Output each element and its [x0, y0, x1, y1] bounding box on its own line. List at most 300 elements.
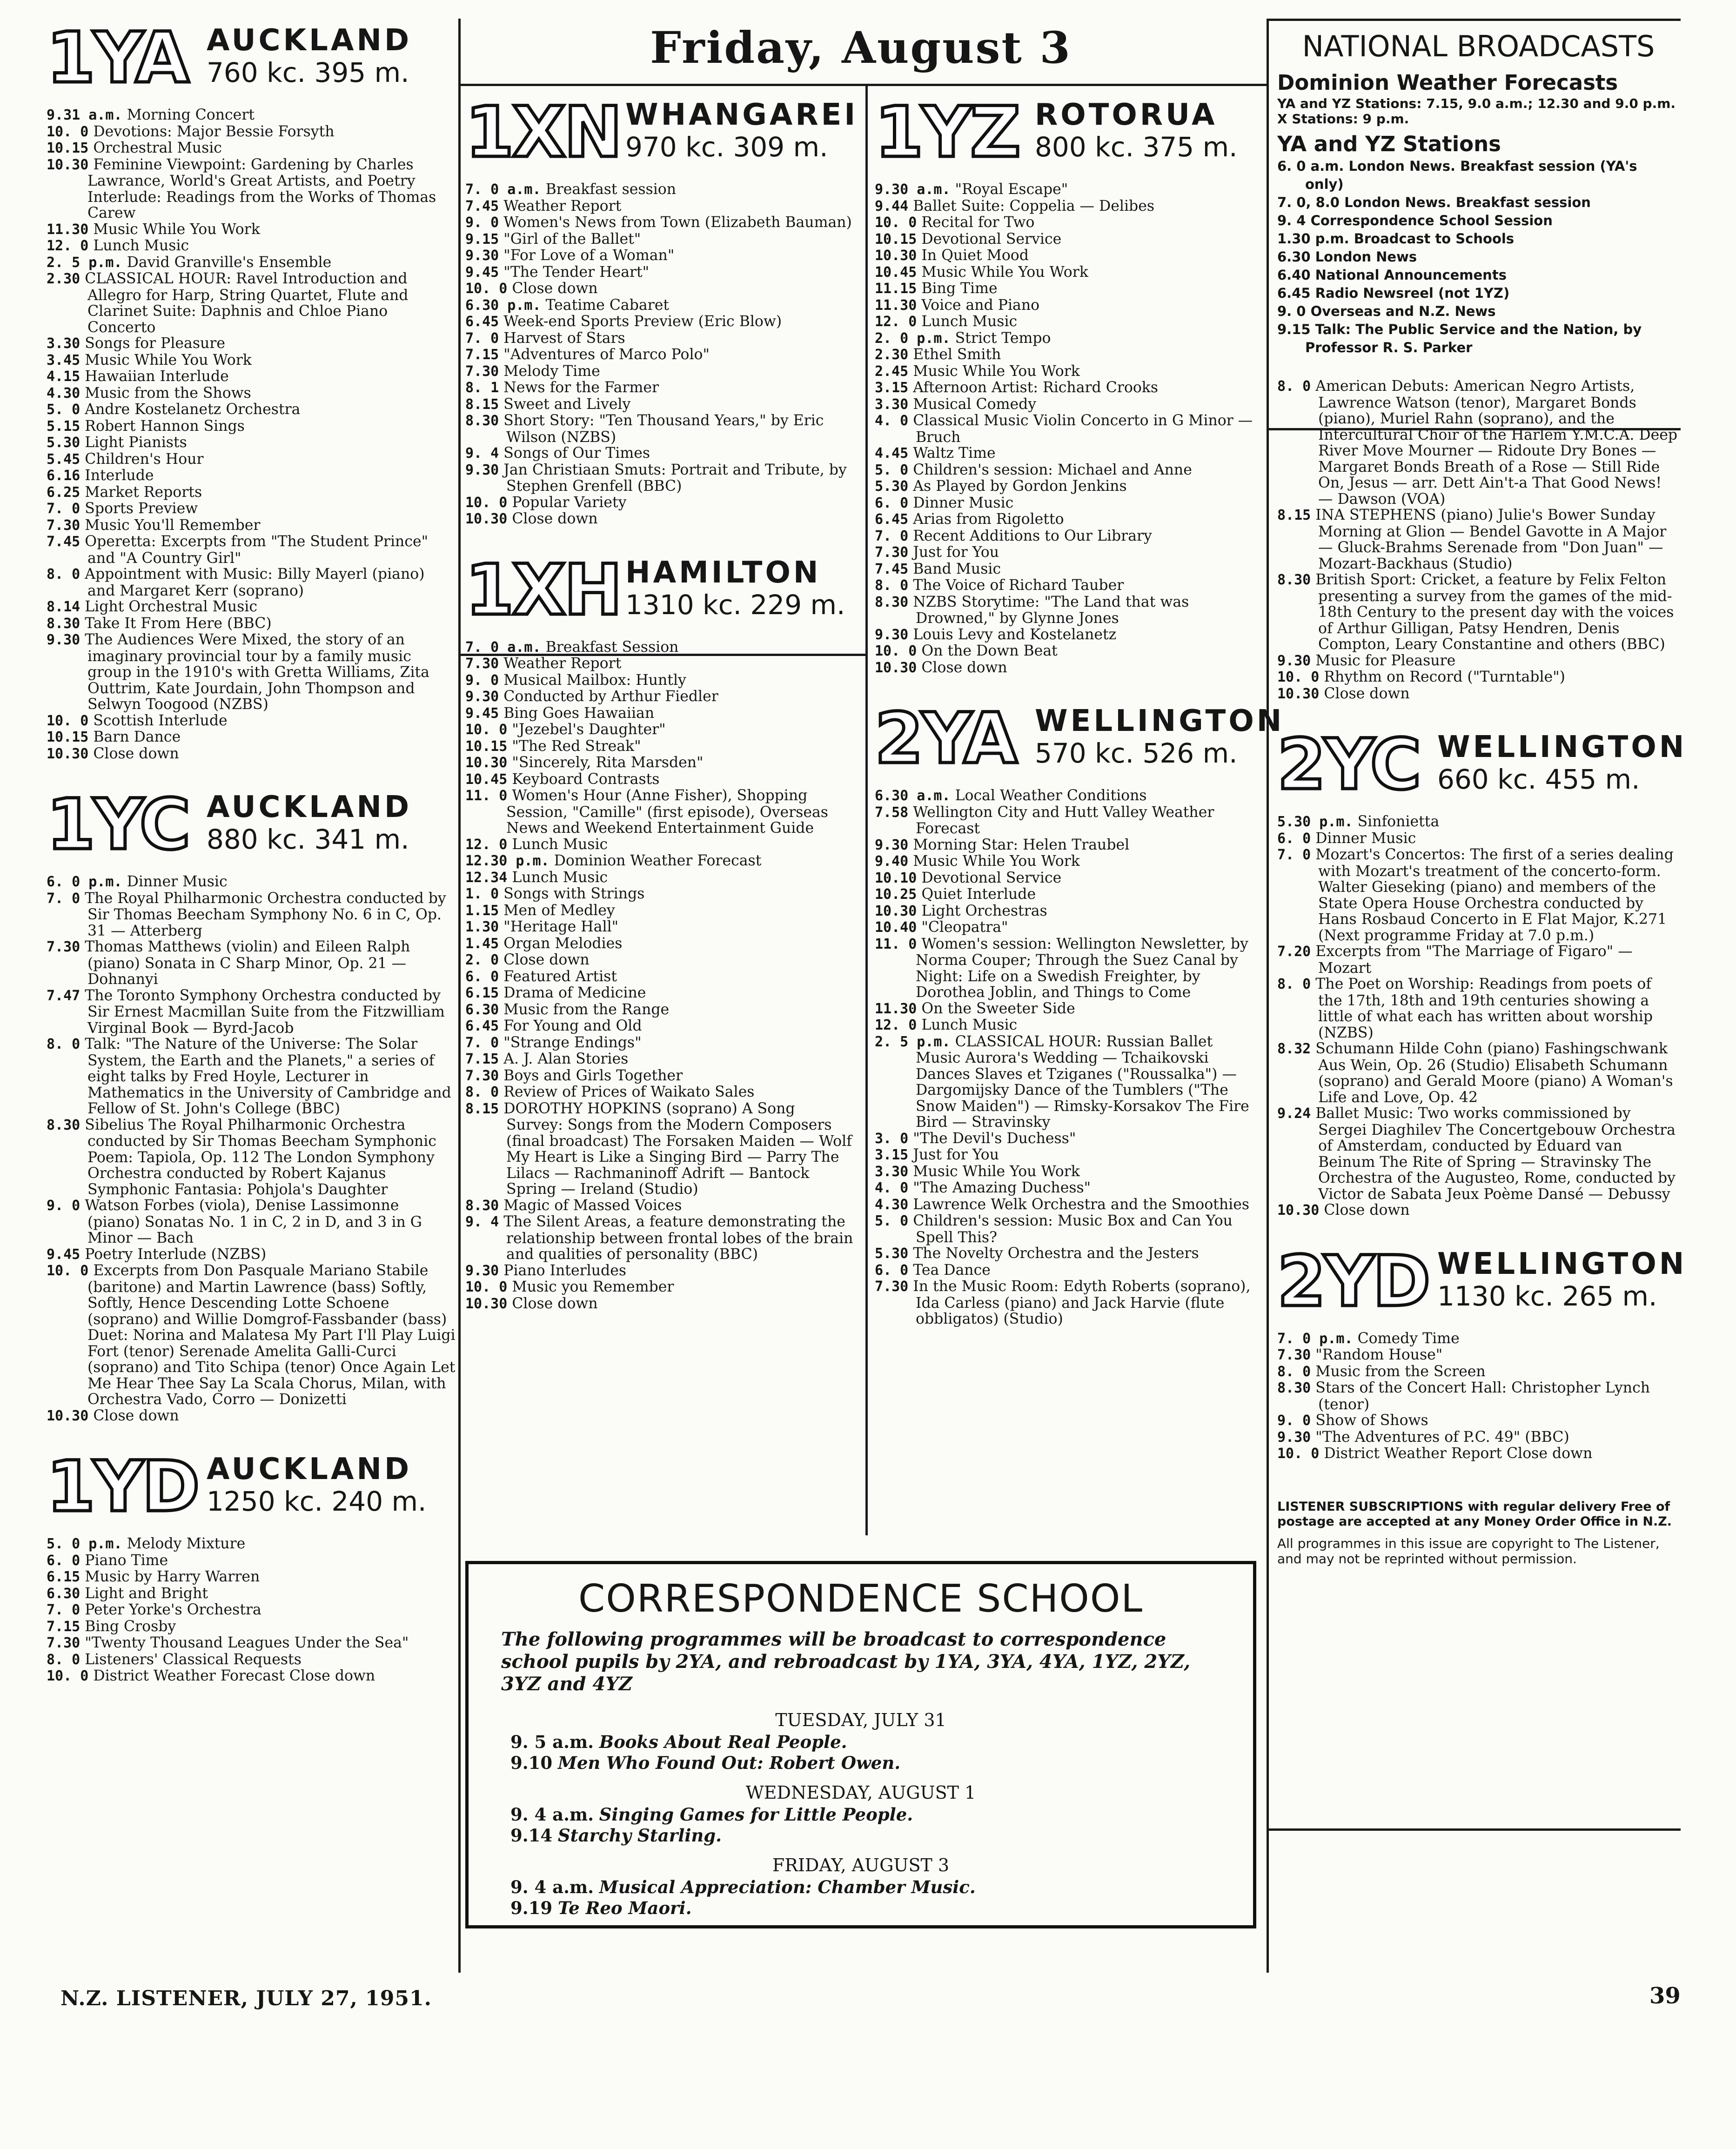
programme-title: Children's session: Music Box and Can You Spell This? [913, 1212, 1233, 1246]
programme-title: Bing Time [921, 280, 998, 297]
national-title: Talk: The Public Service and the Nation, by Professor R. S. Parker [1305, 321, 1642, 355]
programme-title: District Weather Report Close down [1324, 1445, 1593, 1462]
programme-title: Rhythm on Record ("Turntable") [1324, 669, 1565, 685]
programme-time: 2. 5 p.m. [875, 1033, 951, 1050]
programme-title: Close down [921, 659, 1007, 676]
programme-time: 12.30 p.m. [465, 853, 550, 869]
programme-item [875, 198, 1256, 215]
programme-item [47, 890, 456, 939]
programme-title: Lunch Music [93, 237, 189, 254]
programme-item [47, 632, 456, 713]
correspondence-time: 9.14 [510, 1825, 553, 1846]
correspondence-day: WEDNESDAY, AUGUST 1 [745, 1782, 976, 1803]
programme-item [875, 919, 1256, 936]
programme-item [875, 281, 1256, 297]
programme-title: David Granville's Ensemble [127, 254, 332, 271]
station-name: HAMILTON [625, 555, 821, 590]
programme-item [465, 672, 856, 689]
programme-item [465, 1018, 856, 1035]
programme-item [1277, 686, 1680, 703]
programme-time: 8. 0 [47, 566, 80, 582]
programme-item [465, 705, 856, 722]
programme-item [875, 181, 1256, 198]
programme-time: 10. 0 [465, 1279, 508, 1295]
correspondence-title: CORRESPONDENCE SCHOOL [578, 1577, 1144, 1621]
programme-title: Listeners' Classical Requests [85, 1651, 302, 1668]
programme-title: Barn Dance [93, 729, 181, 745]
national-title: London News. Breakfast session (YA's only) [1305, 158, 1637, 192]
programme-title: Children's session: Michael and Anne [913, 461, 1192, 478]
programme-time: 11.30 [47, 221, 89, 238]
programme-title: "The Adventures of P.C. 49" (BBC) [1315, 1428, 1569, 1446]
programme-time: 10.15 [47, 729, 89, 745]
programme-item [875, 903, 1256, 920]
programme-item [465, 1214, 856, 1263]
section-gap [875, 1327, 1256, 1351]
programme-title: Thomas Matthews (violin) and Eileen Ralph (piano) Sonata in C Sharp Minor, Op. 21 — Dohnanyi [85, 938, 410, 988]
programme-time: 7. 0 [47, 501, 80, 517]
programme-title: Stars of the Concert Hall: Christopher Lynch (tenor) [1315, 1379, 1650, 1413]
programme-item [465, 639, 856, 656]
programme-title: Melody Mixture [127, 1535, 246, 1552]
programme-title: Men of Medley [503, 902, 615, 919]
correspondence-item [469, 1898, 1253, 1919]
programme-time: 5. 0 [875, 1213, 909, 1229]
programme-item [465, 264, 856, 281]
section-gap [1277, 1462, 1680, 1486]
programme-title: Music You'll Remember [85, 516, 261, 534]
programme-title: Light Orchestras [921, 902, 1047, 919]
national-title: Broadcast to Schools [1354, 231, 1515, 247]
correspondence-item [469, 1877, 1253, 1898]
programme-item [47, 352, 456, 369]
programme-time: 7.30 [465, 656, 499, 672]
correspondence-subtitle: The following programmes will be broadcast to correspondence school pupils by 2YA, and rebroadcast by 1YA, 3YA, 4YA, 1YZ, 2YZ, 3YZ and 4YZ [501, 1628, 1191, 1695]
programme-time: 9. 0 [465, 214, 499, 231]
programme-title: On the Down Beat [921, 643, 1058, 659]
national-title: Overseas and N.Z. News [1310, 303, 1496, 319]
programme-time: 5.30 p.m. [1277, 814, 1353, 830]
station-header [465, 93, 856, 177]
programme-item [875, 1131, 1256, 1147]
programme-title: "Jezebel's Daughter" [512, 721, 666, 738]
programme-item [47, 124, 456, 141]
programme-title: For Young and Old [503, 1018, 642, 1034]
programme-item [465, 903, 856, 919]
programme-item [1277, 814, 1680, 830]
programme-time: 8. 1 [465, 380, 499, 396]
station-header [47, 785, 456, 869]
programme-item [875, 445, 1256, 462]
programme-item [465, 1051, 856, 1068]
programme-time: 6. 0 [465, 968, 499, 985]
programme-time: 9.30 [465, 462, 499, 478]
programme-item [47, 1117, 456, 1198]
page-date-heading: Friday, August 3 [650, 22, 1072, 74]
programme-item [875, 347, 1256, 363]
programme-title: Close down [512, 280, 598, 297]
programme-item [465, 1035, 856, 1051]
copyright-note: All programmes in this issue are copyright to The Listener, and may not be reprinted without permission. [1277, 1535, 1660, 1567]
programme-time: 7. 0 [875, 528, 909, 544]
programme-title: Wellington City and Hutt Valley Weather Forecast [913, 803, 1214, 837]
programme-item [1277, 1429, 1680, 1446]
programme-item [47, 566, 456, 599]
programme-item [875, 936, 1256, 1001]
programme-title: Piano Time [85, 1552, 168, 1569]
programme-time: 10.30 [47, 1407, 89, 1424]
programme-title: Children's Hour [85, 450, 204, 468]
programme-time: 6.30 a.m. [875, 788, 951, 804]
correspondence-title: Te Reo Maori. [557, 1898, 692, 1918]
programme-item [1277, 669, 1680, 686]
header-rule [458, 84, 1268, 86]
station-name: WELLINGTON [1035, 704, 1285, 738]
programme-time: 10.30 [465, 511, 508, 527]
programme-item [47, 1536, 456, 1553]
programme-time: 8.14 [47, 599, 80, 615]
programme-title: The Silent Areas, a feature demonstrating the relationship between frontal lobes of the brain and qualities of personality (BBC) [503, 1213, 853, 1263]
programme-time: 9.45 [47, 1246, 80, 1263]
programme-title: "Girl of the Ballet" [503, 230, 641, 248]
programme-title: Piano Interludes [503, 1262, 627, 1279]
programme-time: 11.30 [875, 1000, 917, 1017]
footer-issue: N.Z. LISTENER, JULY 27, 1951. [60, 1987, 432, 2010]
programme-item [875, 561, 1256, 578]
station-frequency: 1250 kc. 240 m. [207, 1486, 427, 1517]
programme-item [47, 939, 456, 988]
programme-time: 4.30 [875, 1196, 909, 1213]
programme-title: The Royal Philharmonic Orchestra conducted by Sir Thomas Beecham Symphony No. 6 in C, Op. 31 — Atterberg [85, 890, 446, 939]
programme-title: Light and Bright [85, 1585, 208, 1602]
programme-item [465, 985, 856, 1002]
programme-title: Take It From Here (BBC) [85, 615, 272, 632]
programme-item [47, 484, 456, 501]
programme-title: "Cleopatra" [921, 919, 1008, 936]
programme-item [875, 214, 1256, 231]
national-title: Radio Newsreel (not 1YZ) [1315, 285, 1510, 301]
programme-item [47, 1619, 456, 1635]
programme-title: "Royal Escape" [955, 181, 1068, 198]
station-frequency: 660 kc. 455 m. [1437, 763, 1640, 795]
programme-title: Operetta: Excerpts from "The Student Prince" and "A Country Girl" [85, 533, 429, 567]
programme-title: Devotional Service [921, 869, 1062, 886]
programme-title: Local Weather Conditions [955, 787, 1147, 804]
programme-time: 7.45 [465, 198, 499, 214]
programme-title: Women's Hour (Anne Fisher), Shopping Session, "Camille" (first episode), Overseas News and Weekend Entertainment Guide [506, 787, 828, 837]
programme-title: In the Music Room: Edyth Roberts (soprano), Ida Carless (piano) and Jack Harvie (flute obbligatos) (Studio) [913, 1278, 1251, 1327]
programme-title: Dinner Music [913, 494, 1014, 511]
programme-time: 8. 0 [1277, 976, 1311, 992]
programme-time: 6.15 [47, 1569, 80, 1585]
programme-item [875, 1279, 1256, 1327]
programme-item [875, 1034, 1256, 1131]
column-rule-2 [865, 84, 868, 1535]
programme-time: 5.30 [875, 478, 909, 495]
correspondence-days [469, 1708, 1253, 1919]
station-frequency: 1130 kc. 265 m. [1437, 1280, 1657, 1312]
programme-item [465, 886, 856, 903]
section-gap [465, 528, 856, 551]
national-time: 6. 0 a.m. [1277, 158, 1344, 174]
programme-item [465, 870, 856, 886]
programme-time: 6.25 [47, 484, 80, 501]
programme-time: 9. 4 [465, 445, 499, 462]
programme-item [47, 157, 456, 221]
programme-item [875, 870, 1256, 887]
programme-time: 6. 0 p.m. [47, 874, 122, 890]
programme-time: 7. 0 [465, 1034, 499, 1051]
programme-item [875, 1001, 1256, 1018]
programme-title: Light Pianists [85, 434, 187, 451]
correspondence-time: 9. 5 a.m. [510, 1732, 594, 1752]
programme-title: Close down [93, 1407, 179, 1424]
programme-item [875, 577, 1256, 594]
programme-time: 6.15 [465, 985, 499, 1001]
programme-item [47, 385, 456, 402]
programme-time: 10.30 [465, 1295, 508, 1312]
programme-item [47, 107, 456, 124]
programme-title: Songs for Pleasure [85, 335, 225, 352]
programme-title: Excerpts from Don Pasquale Mariano Stabile (baritone) and Martin Lawrence (bass) Softly, Softly, Hence Descending Lotte Schoene (soprano) and Willie Domgrof-Fassbander (bass) Duet: Norina and Malatesa My Part I'll Play Luigi Fort (tenor) Serenade Amelita Galli-Curci (soprano) and Tito Schipa (tenor) Once Again Let Me Hear Thee Say La Scala Chorus, Milan, with Orchestra Vado, Corro — Donizetti [87, 1262, 456, 1408]
weather-line-2: X Stations: 9 p.m. [1277, 111, 1409, 127]
programme-title: "Twenty Thousand Leagues Under the Sea" [85, 1634, 409, 1651]
programme-item [875, 804, 1256, 837]
programme-item [875, 396, 1256, 413]
programme-time: 5.15 [47, 418, 80, 435]
programme-time: 12. 0 [875, 314, 917, 330]
programme-title: Keyboard Contrasts [512, 770, 660, 788]
programme-item [875, 1164, 1256, 1180]
programme-item [1277, 1105, 1680, 1202]
station-frequency: 1310 kc. 229 m. [625, 589, 845, 621]
programme-item [47, 1586, 456, 1602]
programme-title: Excerpts from "The Marriage of Figaro" — Mozart [1315, 943, 1633, 977]
section-gap [1277, 1219, 1680, 1242]
programme-item [465, 396, 856, 413]
programme-time: 1.15 [465, 902, 499, 919]
programme-title: Music from the Range [503, 1001, 670, 1018]
programme-title: Music While You Work [913, 853, 1080, 870]
programme-title: Market Reports [85, 483, 202, 501]
programme-title: Lunch Music [921, 1017, 1018, 1033]
national-time: 6.40 [1277, 267, 1311, 283]
column-rule-3 [1267, 19, 1269, 1973]
programme-time: 9.24 [1277, 1105, 1311, 1122]
programme-time: 7.45 [47, 534, 80, 550]
programme-item [875, 363, 1256, 380]
programme-title: Close down [503, 951, 590, 968]
weather-line-1: YA and YZ Stations: 7.15, 9.0 a.m.; 12.30 and 9.0 p.m. [1277, 96, 1676, 111]
programme-title: Lunch Music [512, 869, 608, 886]
programme-item [465, 952, 856, 969]
programme-title: Women's session: Wellington Newsletter, by Norma Couper; Through the Suez Canal by Night: Life on a Swedish Freighter, by Dorothea Joblin, and Things to Come [916, 935, 1248, 1001]
programme-title: Voice and Piano [921, 296, 1040, 314]
station-name: WELLINGTON [1437, 1246, 1687, 1281]
programme-item [465, 281, 856, 297]
programme-title: Jan Christiaan Smuts: Portrait and Tribute, by Stephen Grenfell (BBC) [503, 461, 847, 495]
programme-item [875, 1180, 1256, 1197]
programme-item [465, 380, 856, 396]
programme-time: 9.30 [47, 632, 80, 648]
programme-item [47, 517, 456, 534]
programme-time: 8. 0 [1277, 1363, 1311, 1380]
programme-title: "Random House" [1315, 1346, 1443, 1363]
programme-item [1277, 653, 1680, 669]
programme-time: 3.15 [875, 380, 909, 396]
programme-item [465, 511, 856, 528]
programme-time: 7.30 [47, 1635, 80, 1651]
programme-item [465, 181, 856, 198]
programme-item [47, 729, 456, 746]
programme-title: Tea Dance [913, 1261, 991, 1279]
station-frequency: 970 kc. 309 m. [625, 131, 828, 163]
programme-item [875, 297, 1256, 314]
subscriptions-note: LISTENER SUBSCRIPTIONS with regular delivery Free of postage are accepted at any Money Order Office in N.Z. [1277, 1499, 1672, 1529]
correspondence-title: Starchy Starling. [557, 1825, 722, 1846]
programme-title: Devotional Service [921, 230, 1062, 248]
programme-time: 8. 0 [1277, 378, 1311, 395]
programme-title: Scottish Interlude [93, 712, 228, 729]
programme-item [47, 1602, 456, 1619]
programme-title: Ballet Suite: Coppelia — Delibes [913, 197, 1155, 214]
programme-title: "For Love of a Woman" [503, 247, 675, 264]
programme-time: 12. 0 [875, 1017, 917, 1033]
programme-time: 6.30 [465, 1001, 499, 1018]
national-item [1277, 284, 1680, 302]
programme-time: 5.30 [875, 1245, 909, 1262]
programme-item [875, 511, 1256, 528]
programme-item [47, 1036, 456, 1117]
programme-item [465, 347, 856, 363]
programme-title: Dominion Weather Forecast [554, 852, 762, 869]
column-rule-1 [458, 19, 461, 1973]
national-title: Correspondence School Session [1310, 213, 1553, 228]
programme-item [1277, 378, 1680, 507]
programme-time: 8.30 [1277, 1380, 1311, 1396]
station-header [875, 698, 1285, 783]
programme-title: Short Story: "Ten Thousand Years," by Eric Wilson (NZBS) [503, 412, 824, 446]
programme-item [465, 363, 856, 380]
programme-item [465, 755, 856, 771]
programme-item [47, 1246, 456, 1263]
programme-time: 11.15 [875, 281, 917, 297]
programme-title: Music While You Work [913, 1163, 1080, 1180]
programme-title: On the Sweeter Side [921, 1000, 1075, 1017]
programme-title: Just for You [913, 544, 999, 561]
programme-time: 10.40 [875, 919, 917, 936]
programme-title: The Voice of Richard Tauber [913, 577, 1124, 594]
programme-item [465, 1084, 856, 1101]
programme-time: 4.15 [47, 368, 80, 385]
programme-time: 2. 5 p.m. [47, 254, 122, 271]
programme-title: Just for You [913, 1146, 999, 1163]
section-gap [47, 762, 456, 785]
programme-title: Harvest of Stars [503, 329, 625, 347]
programme-title: Talk: "The Nature of the Universe: The Solar System, the Earth and the Planets," a series of eight talks by Fred Hoyle, Lecturer in Mathematics in the University of Cambridge and Fellow of St. John's College (BBC) [85, 1036, 451, 1117]
programme-item [47, 221, 456, 238]
programme-item [875, 478, 1256, 495]
programme-title: Poetry Interlude (NZBS) [85, 1245, 267, 1263]
programme-time: 8. 0 [47, 1651, 80, 1668]
national-time: 9. 0 [1277, 303, 1306, 319]
programme-item [465, 771, 856, 788]
programme-title: Light Orchestral Music [85, 598, 258, 615]
programme-time: 4.45 [875, 445, 909, 462]
programme-title: Show of Shows [1315, 1412, 1428, 1429]
programme-title: Sweet and Lively [503, 395, 631, 413]
programme-title: Boys and Girls Together [503, 1067, 683, 1084]
programme-item [47, 713, 456, 730]
programme-time: 7.20 [1277, 944, 1311, 960]
programme-title: Bing Crosby [85, 1618, 176, 1635]
programme-time: 10. 0 [465, 494, 508, 511]
programme-time: 10. 0 [47, 123, 89, 140]
correspondence-time: 9.19 [510, 1898, 553, 1918]
programme-item [875, 248, 1256, 264]
programme-time: 8.15 [465, 1100, 499, 1117]
programme-item [47, 435, 456, 451]
programme-time: 12. 0 [47, 238, 89, 254]
programme-title: NZBS Storytime: "The Land that was Drowned," by Glynne Jones [913, 593, 1189, 627]
programme-title: Ethel Smith [913, 346, 1001, 363]
station-frequency: 570 kc. 526 m. [1035, 737, 1238, 769]
programme-item [875, 1245, 1256, 1262]
programme-time: 1.45 [465, 935, 499, 952]
programme-title: "The Tender Heart" [503, 263, 650, 281]
programme-item [875, 544, 1256, 561]
programme-title: Andre Kostelanetz Orchestra [85, 401, 301, 418]
station-header [1277, 724, 1687, 809]
programme-title: Watson Forbes (viola), Denise Lassimonne (piano) Sonatas No. 1 in C, 2 in D, and 3 in G Minor — Bach [85, 1197, 422, 1246]
programme-item [47, 1635, 456, 1652]
programme-time: 10. 0 [47, 712, 89, 729]
section-gap [875, 676, 1256, 699]
programme-item [1277, 847, 1680, 944]
programme-time: 1.30 [465, 919, 499, 935]
programme-title: Morning Concert [127, 107, 255, 123]
programme-time: 2.30 [875, 347, 909, 363]
programme-item [875, 528, 1256, 545]
programme-title: Sports Preview [85, 500, 198, 517]
programme-title: INA STEPHENS (piano) Julie's Bower Sunday Morning at Glion — Bendel Gavotte in A Major — Gluck-Brahms Serenade from "Don Juan" — Mozart-Backhaus (Studio) [1315, 507, 1667, 572]
programme-item [1277, 944, 1680, 976]
station-logo: 2YD [1277, 1241, 1429, 1322]
programme-title: "Sincerely, Rita Marsden" [512, 754, 704, 771]
programme-item [47, 451, 456, 468]
programme-item [1277, 1041, 1680, 1105]
programme-item [875, 886, 1256, 903]
column-1 [47, 19, 456, 1708]
programme-item [465, 297, 856, 314]
national-item [1277, 230, 1680, 248]
programme-item [875, 1017, 1256, 1034]
programme-item [875, 314, 1256, 330]
programme-time: 5. 0 [875, 462, 909, 478]
programme-title: Conducted by Arthur Fiedler [503, 688, 718, 705]
programme-time: 10.30 [875, 248, 917, 264]
programme-time: 3.15 [875, 1147, 909, 1163]
programme-time: 10.15 [465, 738, 508, 755]
programme-item [465, 722, 856, 738]
programme-time: 8.30 [875, 594, 909, 610]
station-logo: 1YD [47, 1446, 198, 1527]
programme-item [875, 1262, 1256, 1279]
programme-item [47, 368, 456, 385]
programme-item [47, 1198, 456, 1246]
station-logo: 2YA [875, 698, 1016, 779]
programme-title: Breakfast session [545, 181, 677, 198]
